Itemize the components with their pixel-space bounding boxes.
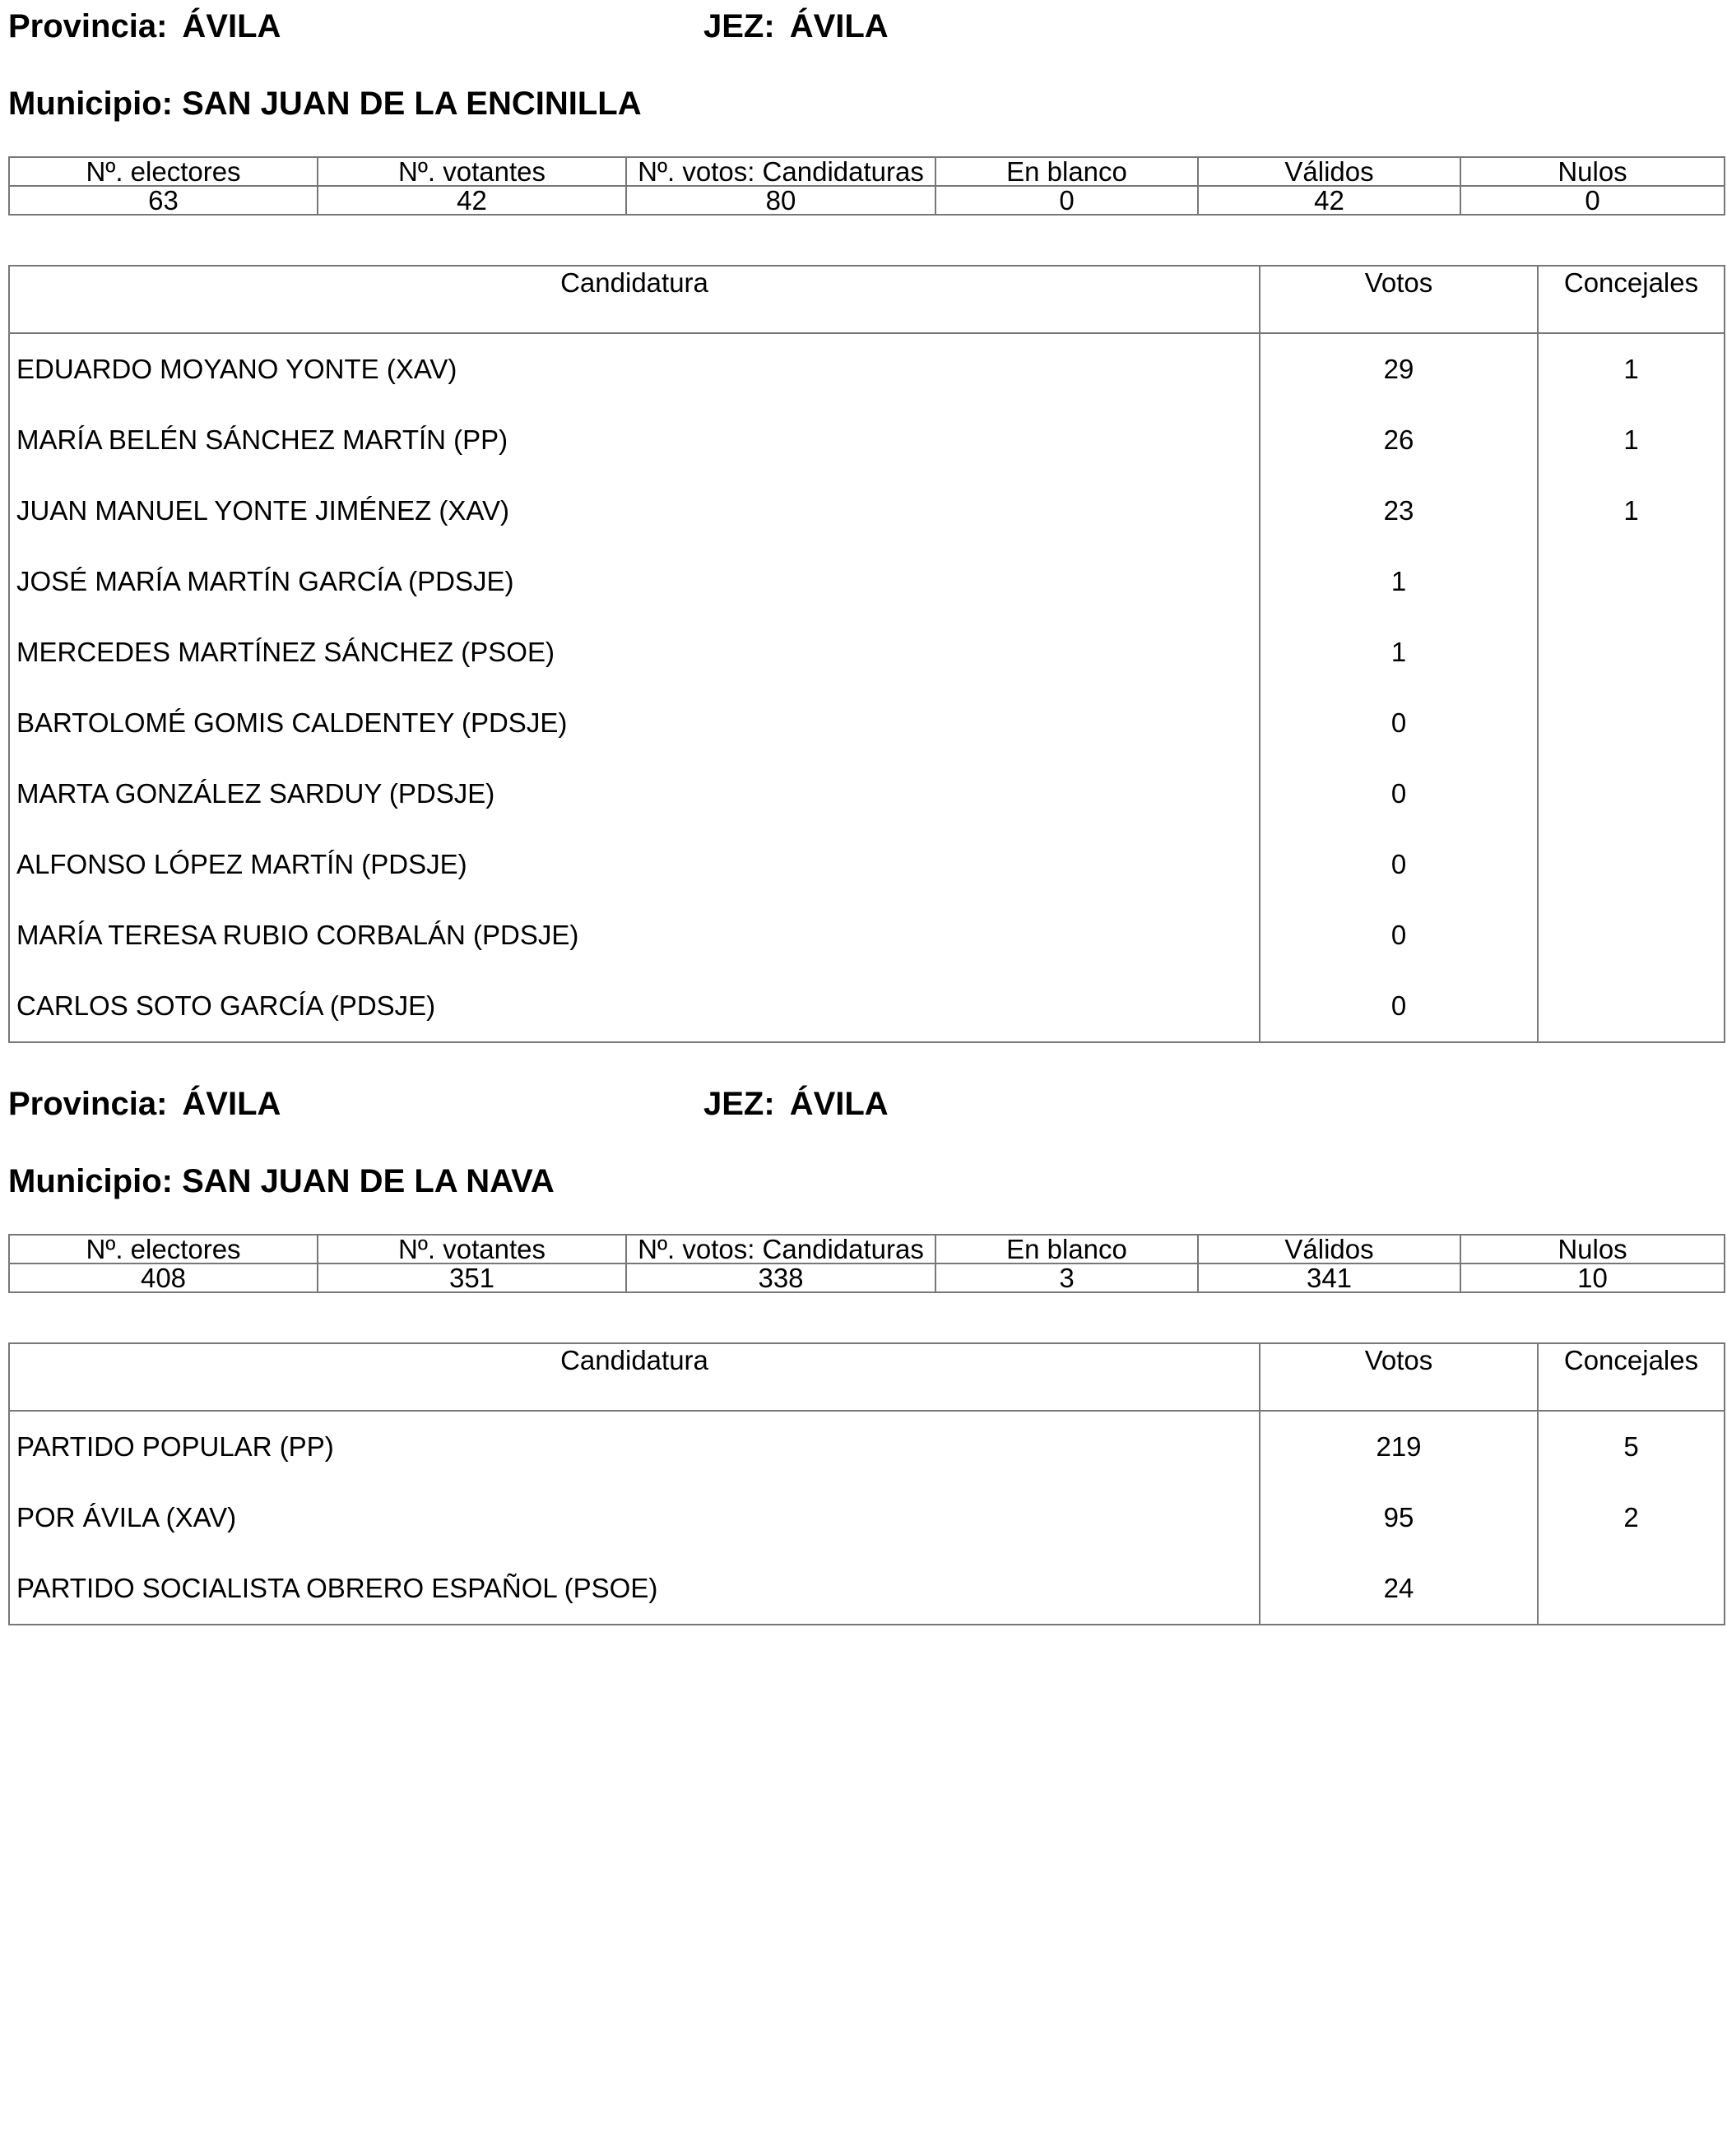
votos-header: Votos bbox=[1260, 266, 1538, 333]
candidate-concejales: 5 bbox=[1538, 1411, 1725, 1482]
summary-header-row bbox=[9, 1235, 1725, 1263]
table-row bbox=[9, 1482, 1725, 1553]
summary-header-cell: Nº. votantes bbox=[318, 157, 626, 186]
candidate-name: PARTIDO POPULAR (PP) bbox=[9, 1411, 1260, 1482]
jez-label: JEZ: bbox=[703, 8, 775, 44]
summary-header-cell: Nº. electores bbox=[9, 1235, 318, 1263]
candidate-concejales bbox=[1538, 546, 1725, 617]
candidate-concejales: 2 bbox=[1538, 1482, 1725, 1553]
candidatura-header: Candidatura bbox=[9, 1343, 1260, 1411]
summary-header-cell: En blanco bbox=[935, 157, 1198, 186]
summary-header-cell: Válidos bbox=[1198, 157, 1460, 186]
provincia-label: Provincia: bbox=[8, 8, 168, 44]
candidate-name: CARLOS SOTO GARCÍA (PDSJE) bbox=[9, 971, 1260, 1042]
summary-header-cell: Nº. electores bbox=[9, 157, 318, 186]
candidate-votos: 0 bbox=[1260, 829, 1538, 900]
concejales-header: Concejales bbox=[1538, 1343, 1725, 1411]
candidate-votos: 23 bbox=[1260, 475, 1538, 546]
summary-table bbox=[8, 1234, 1725, 1293]
votos-header: Votos bbox=[1260, 1343, 1538, 1411]
candidate-votos: 0 bbox=[1260, 971, 1538, 1042]
candidate-votos: 0 bbox=[1260, 758, 1538, 829]
candidate-votos: 29 bbox=[1260, 333, 1538, 405]
municipio-label: Municipio: bbox=[8, 86, 173, 122]
summary-header-cell: Nº. votantes bbox=[318, 1235, 626, 1263]
candidate-concejales: 1 bbox=[1538, 405, 1725, 475]
candidate-votos: 219 bbox=[1260, 1411, 1538, 1482]
candidate-name: JOSÉ MARÍA MARTÍN GARCÍA (PDSJE) bbox=[9, 546, 1260, 617]
summary-table bbox=[8, 156, 1725, 216]
provincia-line bbox=[8, 7, 281, 46]
summary-value-cell: 351 bbox=[318, 1263, 626, 1292]
summary-value-cell: 408 bbox=[9, 1263, 318, 1292]
table-row bbox=[9, 758, 1725, 829]
summary-header-row bbox=[9, 157, 1725, 186]
candidate-name: MARTA GONZÁLEZ SARDUY (PDSJE) bbox=[9, 758, 1260, 829]
summary-value-cell: 63 bbox=[9, 186, 318, 215]
candidates-table bbox=[8, 1342, 1725, 1625]
candidate-votos: 95 bbox=[1260, 1482, 1538, 1553]
municipio-value: SAN JUAN DE LA NAVA bbox=[182, 1163, 555, 1199]
summary-value-cell: 0 bbox=[1460, 186, 1725, 215]
provincia-line bbox=[8, 1084, 281, 1124]
summary-header-cell: Nº. votos: Candidaturas bbox=[626, 157, 935, 186]
provincia-label: Provincia: bbox=[8, 1086, 168, 1122]
table-row bbox=[9, 688, 1725, 758]
candidate-concejales bbox=[1538, 1553, 1725, 1625]
table-row bbox=[9, 829, 1725, 900]
municipio-value: SAN JUAN DE LA ENCINILLA bbox=[182, 86, 642, 122]
candidates-header-row bbox=[9, 1343, 1725, 1411]
municipio-label: Municipio: bbox=[8, 1163, 173, 1199]
table-row bbox=[9, 617, 1725, 688]
table-row bbox=[9, 971, 1725, 1042]
summary-value-cell: 42 bbox=[1198, 186, 1460, 215]
candidate-concejales bbox=[1538, 617, 1725, 688]
table-row bbox=[9, 1411, 1725, 1482]
table-row bbox=[9, 1553, 1725, 1625]
summary-value-cell: 0 bbox=[935, 186, 1198, 215]
candidate-concejales bbox=[1538, 829, 1725, 900]
candidate-votos: 26 bbox=[1260, 405, 1538, 475]
provincia-value: ÁVILA bbox=[182, 8, 281, 44]
candidate-votos: 1 bbox=[1260, 546, 1538, 617]
summary-value-cell: 3 bbox=[935, 1263, 1198, 1292]
candidate-name: MERCEDES MARTÍNEZ SÁNCHEZ (PSOE) bbox=[9, 617, 1260, 688]
candidates-header-row bbox=[9, 266, 1725, 333]
table-row bbox=[9, 900, 1725, 971]
candidate-concejales: 1 bbox=[1538, 333, 1725, 405]
summary-header-cell: Válidos bbox=[1198, 1235, 1460, 1263]
candidate-concejales: 1 bbox=[1538, 475, 1725, 546]
jez-line bbox=[703, 1084, 889, 1124]
summary-value-cell: 80 bbox=[626, 186, 935, 215]
candidatura-header: Candidatura bbox=[9, 266, 1260, 333]
summary-value-cell: 338 bbox=[626, 1263, 935, 1292]
summary-value-cell: 10 bbox=[1460, 1263, 1725, 1292]
summary-value-cell: 341 bbox=[1198, 1263, 1460, 1292]
summary-header-cell: Nulos bbox=[1460, 157, 1725, 186]
candidate-votos: 0 bbox=[1260, 688, 1538, 758]
candidate-votos: 1 bbox=[1260, 617, 1538, 688]
jez-value: ÁVILA bbox=[789, 1086, 889, 1122]
candidate-concejales bbox=[1538, 971, 1725, 1042]
table-row bbox=[9, 333, 1725, 405]
provincia-value: ÁVILA bbox=[182, 1086, 281, 1122]
candidate-name: MARÍA BELÉN SÁNCHEZ MARTÍN (PP) bbox=[9, 405, 1260, 475]
candidate-name: MARÍA TERESA RUBIO CORBALÁN (PDSJE) bbox=[9, 900, 1260, 971]
municipio-line bbox=[8, 1161, 555, 1201]
jez-label: JEZ: bbox=[703, 1086, 775, 1122]
municipio-section-1 bbox=[8, 0, 1724, 1038]
candidate-name: ALFONSO LÓPEZ MARTÍN (PDSJE) bbox=[9, 829, 1260, 900]
summary-header-cell: Nº. votos: Candidaturas bbox=[626, 1235, 935, 1263]
jez-value: ÁVILA bbox=[789, 8, 889, 44]
candidate-name: BARTOLOMÉ GOMIS CALDENTEY (PDSJE) bbox=[9, 688, 1260, 758]
jez-line bbox=[703, 7, 889, 46]
municipio-line bbox=[8, 84, 642, 123]
candidate-concejales bbox=[1538, 688, 1725, 758]
candidate-name: EDUARDO MOYANO YONTE (XAV) bbox=[9, 333, 1260, 405]
summary-values-row bbox=[9, 186, 1725, 215]
table-row bbox=[9, 475, 1725, 546]
candidate-name: POR ÁVILA (XAV) bbox=[9, 1482, 1260, 1553]
candidate-name: PARTIDO SOCIALISTA OBRERO ESPAÑOL (PSOE) bbox=[9, 1553, 1260, 1625]
candidate-name: JUAN MANUEL YONTE JIMÉNEZ (XAV) bbox=[9, 475, 1260, 546]
summary-header-cell: Nulos bbox=[1460, 1235, 1725, 1263]
municipio-section-2 bbox=[8, 1078, 1724, 1637]
table-row bbox=[9, 546, 1725, 617]
summary-header-cell: En blanco bbox=[935, 1235, 1198, 1263]
summary-values-row bbox=[9, 1263, 1725, 1292]
candidate-votos: 0 bbox=[1260, 900, 1538, 971]
candidate-concejales bbox=[1538, 900, 1725, 971]
candidates-table bbox=[8, 265, 1725, 1043]
candidate-concejales bbox=[1538, 758, 1725, 829]
candidate-votos: 24 bbox=[1260, 1553, 1538, 1625]
table-row bbox=[9, 405, 1725, 475]
summary-value-cell: 42 bbox=[318, 186, 626, 215]
concejales-header: Concejales bbox=[1538, 266, 1725, 333]
